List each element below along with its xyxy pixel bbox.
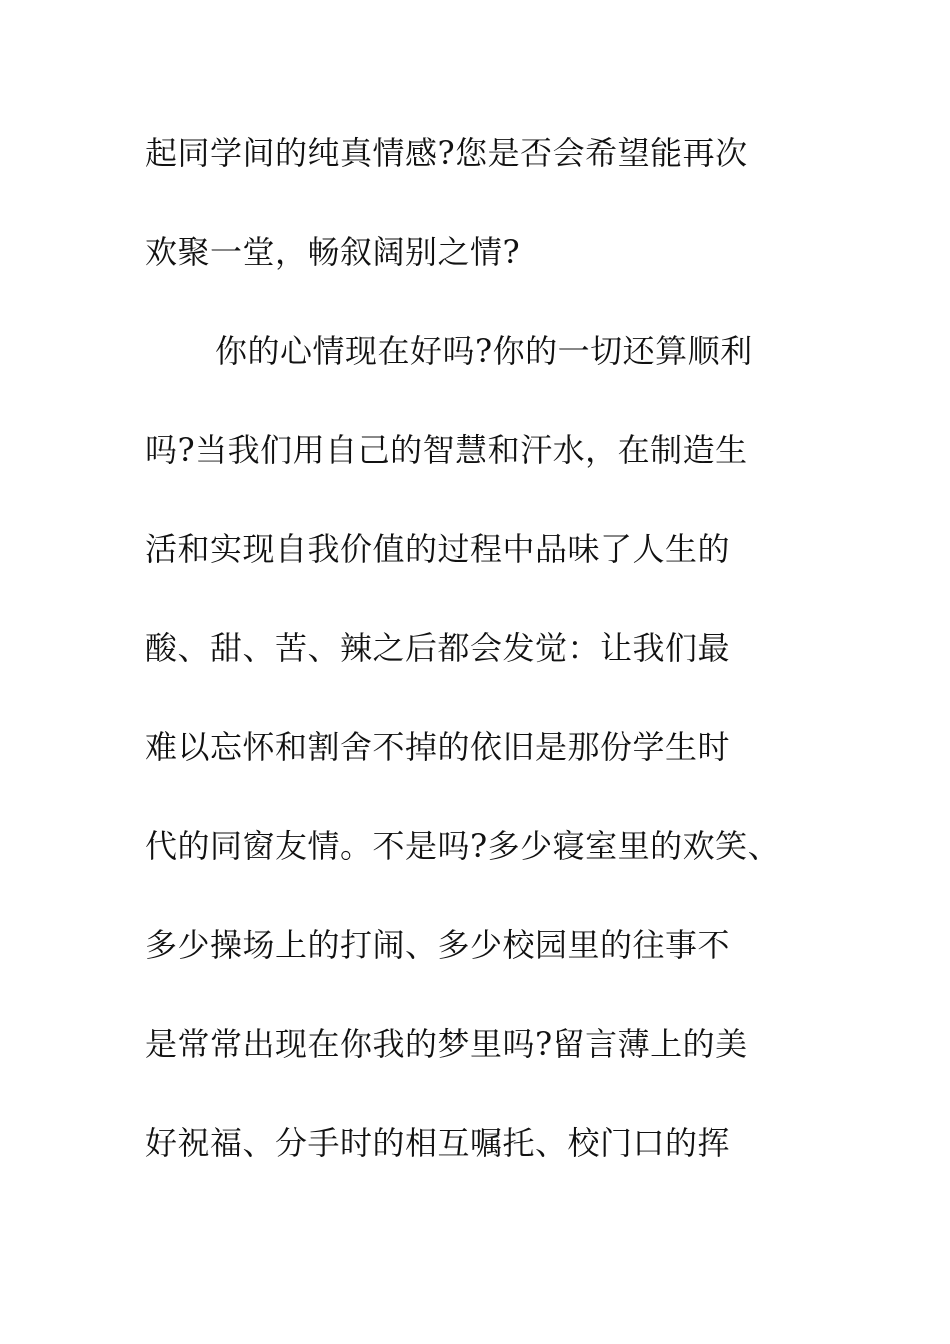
text-line: 酸、甜、苦、辣之后都会发觉：让我们最: [145, 629, 731, 667]
text-line: 代的同窗友情。不是吗?多少寝室里的欢笑、: [145, 827, 781, 865]
text-line: 活和实现自我价值的过程中品味了人生的: [145, 530, 731, 568]
paragraph-first-line: 你的心情现在好吗?你的一切还算顺利: [215, 332, 753, 370]
text-line: 难以忘怀和割舍不掉的依旧是那份学生时: [145, 728, 731, 766]
document-body: [145, 128, 825, 1217]
text-line: 起同学间的纯真情感?您是否会希望能再次: [145, 134, 748, 172]
text-line: 吗?当我们用自己的智慧和汗水，在制造生: [145, 431, 748, 469]
text-line: 多少操场上的打闹、多少校园里的往事不: [145, 926, 731, 964]
text-line: 好祝福、分手时的相互嘱托、校门口的挥: [145, 1124, 731, 1162]
text-line: 欢聚一堂，畅叙阔别之情?: [145, 233, 521, 271]
text-line: 是常常出现在你我的梦里吗?留言薄上的美: [145, 1025, 748, 1063]
